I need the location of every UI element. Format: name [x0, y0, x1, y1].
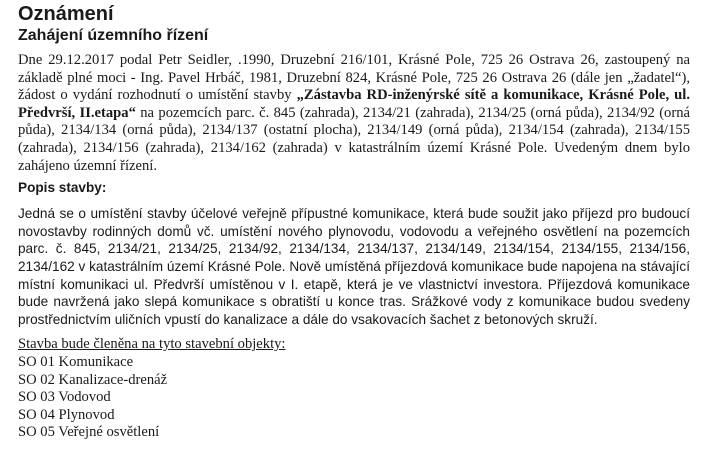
list-item: SO 04 Plynovod [18, 406, 115, 423]
list-item: SO 02 Kanalizace-drenáž [18, 371, 168, 388]
document-title: Oznámení [18, 3, 114, 25]
list-item: SO 05 Veřejné osvětlení [18, 424, 160, 441]
objects-heading: Stavba bude členěna na tyto stavební objekty: [18, 336, 286, 353]
objects-list [18, 354, 690, 442]
construction-name: „Zástavba RD-inženýrské sítě a komunikace, Krásné Pole, ul. Předvrší, II.etapa“ [18, 87, 690, 121]
intro-paragraph [18, 52, 690, 175]
notice-document [18, 2, 690, 442]
list-item: SO 03 Vodovod [18, 389, 111, 406]
document-subtitle: Zahájení územního řízení [18, 27, 209, 44]
intro-text-start: Dne 29.12.2017 podal Petr Seidler, .1990, Druzební 216/101, Krásné Pole, 725 26 Ostrava 26, zastoupený na základě plné moci - Ing. Pavel Hrbáč, 1981, Druzební 824, Krásné Pole, 725 26 Ostrava 26 (dále jen „žadatel“), žádost o vydání rozhodnutí o umístění stavby [18, 52, 690, 104]
description-paragraph: Jedná se o umístění stavby účelové veřejně přípustné komunikace, která bude soužit jako příjezd pro budoucí novostavby rodinných domů vč. umístění nového plynovodu, vodovodu a veřejného osvětlení na pozemcích parc. č. 845, 2134/21, 2134/25, 2134/92, 2134/134, 2134/137, 2134/149, 2134/154, 2134/155, 2134/156, 2134/162 v katastrálním území Krásné Pole. Nově umístěná příjezdová komunikace bude napojena na stávající místní komunikaci ul. Předvrší umístěnou v I. etapě, která je ve vlastnictví investora. Příjezdová komunikace bude navržená jako slepá komunikace s obratiští u konce tras. Srážkové vody z komunikace budou svedeny prostřednictvím uličních vpustí do kanalizace a dále do vsakovacích šachet z betonových skruží. [18, 206, 690, 327]
description-heading: Popis stavby: [18, 180, 107, 196]
list-item: SO 01 Komunikace [18, 353, 134, 370]
intro-text-end: na pozemcích parc. č. 845 (zahrada), 2134/21 (zahrada), 2134/25 (orná půda), 2134/92 (orná půda), 2134/134 (orná půda), 2134/137 (ostatní plocha), 2134/149 (orná půda), 2134/154 (zahrada), 2134/155 (zahrada), 2134/156 (zahrada), 2134/162 (zahrada) v katastrálním území Krásné Pole. Uvedeným dnem bylo zahájeno územní řízení. [18, 104, 690, 174]
